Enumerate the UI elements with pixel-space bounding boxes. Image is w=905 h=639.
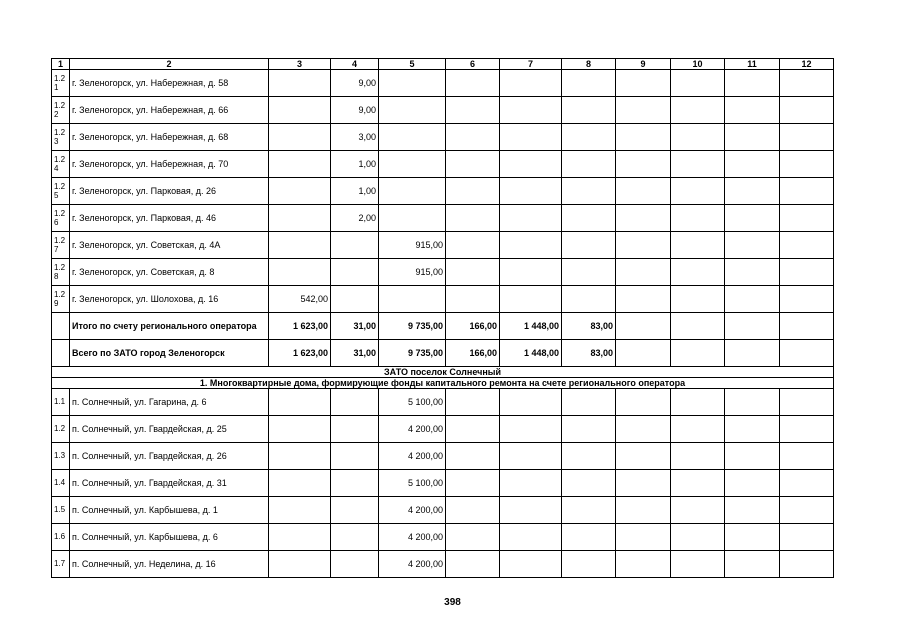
row-number: 1.26	[52, 205, 70, 232]
empty-cell	[671, 389, 725, 416]
value-cell	[446, 497, 500, 524]
table-row	[52, 259, 834, 286]
address-cell: п. Солнечный, ул. Гвардейская, д. 26	[70, 443, 269, 470]
empty-cell	[616, 470, 671, 497]
header-cell: 6	[446, 59, 500, 70]
empty-cell	[671, 313, 725, 340]
row-number: 1.3	[52, 443, 70, 470]
empty-cell	[616, 416, 671, 443]
row-number: 1.21	[52, 70, 70, 97]
value-cell	[269, 259, 331, 286]
total-value: 1 623,00	[269, 340, 331, 367]
empty-cell	[780, 524, 834, 551]
header-cell: 9	[616, 59, 671, 70]
value-cell: 4 200,00	[379, 443, 446, 470]
empty-cell	[780, 205, 834, 232]
table-row	[52, 443, 834, 470]
empty-cell	[780, 178, 834, 205]
value-cell	[446, 470, 500, 497]
value-cell	[562, 551, 616, 578]
value-cell	[500, 70, 562, 97]
value-cell	[562, 286, 616, 313]
table-row	[52, 124, 834, 151]
value-cell: 4 200,00	[379, 416, 446, 443]
empty-cell	[616, 551, 671, 578]
empty-cell	[616, 524, 671, 551]
address-cell: г. Зеленогорск, ул. Набережная, д. 68	[70, 124, 269, 151]
grand-total-row	[52, 340, 834, 367]
value-cell	[269, 443, 331, 470]
table-row	[52, 178, 834, 205]
value-cell	[500, 178, 562, 205]
value-cell	[446, 551, 500, 578]
table-row	[52, 470, 834, 497]
value-cell: 4 200,00	[379, 497, 446, 524]
value-cell	[446, 259, 500, 286]
value-cell	[446, 232, 500, 259]
value-cell	[562, 124, 616, 151]
value-cell	[562, 259, 616, 286]
value-cell: 2,00	[331, 205, 379, 232]
value-cell	[500, 97, 562, 124]
value-cell: 5 100,00	[379, 470, 446, 497]
empty-cell	[725, 70, 780, 97]
value-cell	[331, 470, 379, 497]
empty-cell	[671, 340, 725, 367]
value-cell	[446, 124, 500, 151]
empty-cell	[671, 286, 725, 313]
value-cell	[331, 524, 379, 551]
row-number: 1.25	[52, 178, 70, 205]
row-number: 1.7	[52, 551, 70, 578]
value-cell	[269, 551, 331, 578]
empty-cell	[671, 497, 725, 524]
address-cell: п. Солнечный, ул. Гагарина, д. 6	[70, 389, 269, 416]
value-cell	[500, 205, 562, 232]
value-cell	[446, 286, 500, 313]
value-cell	[269, 389, 331, 416]
value-cell	[446, 70, 500, 97]
empty-cell	[671, 470, 725, 497]
value-cell: 3,00	[331, 124, 379, 151]
header-cell: 3	[269, 59, 331, 70]
header-cell: 10	[671, 59, 725, 70]
value-cell	[562, 524, 616, 551]
value-cell	[331, 551, 379, 578]
value-cell: 915,00	[379, 259, 446, 286]
address-cell: г. Зеленогорск, ул. Набережная, д. 70	[70, 151, 269, 178]
header-cell: 4	[331, 59, 379, 70]
value-cell	[500, 124, 562, 151]
value-cell	[446, 178, 500, 205]
empty-cell	[616, 70, 671, 97]
empty-cell	[780, 151, 834, 178]
value-cell	[269, 524, 331, 551]
value-cell	[269, 178, 331, 205]
row-number: 1.6	[52, 524, 70, 551]
table-row	[52, 205, 834, 232]
value-cell	[562, 416, 616, 443]
value-cell	[500, 259, 562, 286]
empty-cell	[52, 313, 70, 340]
value-cell	[562, 97, 616, 124]
value-cell	[446, 416, 500, 443]
address-cell: г. Зеленогорск, ул. Шолохова, д. 16	[70, 286, 269, 313]
value-cell: 1,00	[331, 151, 379, 178]
address-cell: г. Зеленогорск, ул. Набережная, д. 66	[70, 97, 269, 124]
value-cell	[379, 178, 446, 205]
total-value: 1 448,00	[500, 340, 562, 367]
address-cell: г. Зеленогорск, ул. Советская, д. 8	[70, 259, 269, 286]
address-cell: г. Зеленогорск, ул. Советская, д. 4А	[70, 232, 269, 259]
value-cell	[331, 259, 379, 286]
row-number: 1.24	[52, 151, 70, 178]
value-cell	[562, 151, 616, 178]
value-cell: 1,00	[331, 178, 379, 205]
value-cell	[269, 497, 331, 524]
empty-cell	[725, 151, 780, 178]
header-cell: 7	[500, 59, 562, 70]
empty-cell	[52, 340, 70, 367]
empty-cell	[671, 259, 725, 286]
row-number: 1.27	[52, 232, 70, 259]
value-cell	[446, 205, 500, 232]
empty-cell	[671, 416, 725, 443]
row-number: 1.28	[52, 259, 70, 286]
empty-cell	[725, 97, 780, 124]
address-cell: г. Зеленогорск, ул. Парковая, д. 26	[70, 178, 269, 205]
header-cell: 12	[780, 59, 834, 70]
empty-cell	[616, 340, 671, 367]
subsection-row	[52, 378, 834, 389]
table-row	[52, 416, 834, 443]
empty-cell	[780, 470, 834, 497]
value-cell	[500, 443, 562, 470]
value-cell	[269, 124, 331, 151]
empty-cell	[616, 313, 671, 340]
table-row	[52, 524, 834, 551]
empty-cell	[780, 70, 834, 97]
header-cell: 8	[562, 59, 616, 70]
value-cell: 9,00	[331, 70, 379, 97]
value-cell	[500, 389, 562, 416]
empty-cell	[725, 340, 780, 367]
total-value: 1 448,00	[500, 313, 562, 340]
value-cell: 542,00	[269, 286, 331, 313]
value-cell	[446, 389, 500, 416]
empty-cell	[616, 389, 671, 416]
total-value: 9 735,00	[379, 313, 446, 340]
empty-cell	[780, 124, 834, 151]
address-cell: п. Солнечный, ул. Неделина, д. 16	[70, 551, 269, 578]
empty-cell	[780, 97, 834, 124]
value-cell	[331, 443, 379, 470]
table-row	[52, 551, 834, 578]
value-cell	[269, 151, 331, 178]
empty-cell	[616, 286, 671, 313]
value-cell	[331, 286, 379, 313]
empty-cell	[780, 497, 834, 524]
capital-repair-table	[51, 58, 834, 578]
value-cell	[562, 470, 616, 497]
value-cell	[562, 497, 616, 524]
value-cell	[379, 205, 446, 232]
value-cell	[562, 205, 616, 232]
value-cell	[562, 389, 616, 416]
value-cell	[500, 524, 562, 551]
address-cell: п. Солнечный, ул. Гвардейская, д. 31	[70, 470, 269, 497]
empty-cell	[780, 313, 834, 340]
value-cell	[269, 205, 331, 232]
address-cell: п. Солнечный, ул. Карбышева, д. 1	[70, 497, 269, 524]
total-value: 1 623,00	[269, 313, 331, 340]
page-number: 398	[444, 597, 461, 608]
address-cell: г. Зеленогорск, ул. Парковая, д. 46	[70, 205, 269, 232]
empty-cell	[780, 259, 834, 286]
value-cell	[562, 232, 616, 259]
empty-cell	[671, 443, 725, 470]
value-cell	[331, 416, 379, 443]
empty-cell	[671, 524, 725, 551]
subsection-title: 1. Многоквартирные дома, формирующие фонды капитального ремонта на счете регионального оператора	[52, 378, 834, 389]
total-value: 9 735,00	[379, 340, 446, 367]
table-row	[52, 97, 834, 124]
column-number-header	[52, 59, 834, 70]
value-cell	[331, 232, 379, 259]
total-value: 31,00	[331, 340, 379, 367]
empty-cell	[725, 313, 780, 340]
table-row	[52, 151, 834, 178]
value-cell	[269, 470, 331, 497]
empty-cell	[725, 178, 780, 205]
value-cell: 4 200,00	[379, 551, 446, 578]
value-cell	[500, 151, 562, 178]
header-cell: 11	[725, 59, 780, 70]
value-cell	[446, 443, 500, 470]
value-cell	[562, 70, 616, 97]
empty-cell	[671, 97, 725, 124]
empty-cell	[725, 524, 780, 551]
value-cell: 915,00	[379, 232, 446, 259]
value-cell	[500, 470, 562, 497]
empty-cell	[725, 124, 780, 151]
empty-cell	[671, 151, 725, 178]
row-number: 1.22	[52, 97, 70, 124]
table-row	[52, 389, 834, 416]
section-row	[52, 367, 834, 378]
empty-cell	[616, 124, 671, 151]
empty-cell	[725, 497, 780, 524]
value-cell	[269, 232, 331, 259]
empty-cell	[616, 97, 671, 124]
empty-cell	[616, 178, 671, 205]
value-cell	[500, 497, 562, 524]
address-cell: п. Солнечный, ул. Гвардейская, д. 25	[70, 416, 269, 443]
value-cell: 4 200,00	[379, 524, 446, 551]
value-cell	[379, 70, 446, 97]
empty-cell	[616, 443, 671, 470]
empty-cell	[780, 389, 834, 416]
empty-cell	[725, 443, 780, 470]
empty-cell	[780, 416, 834, 443]
value-cell	[562, 443, 616, 470]
row-number: 1.1	[52, 389, 70, 416]
total-value: 83,00	[562, 313, 616, 340]
value-cell	[500, 551, 562, 578]
total-value: 83,00	[562, 340, 616, 367]
row-number: 1.5	[52, 497, 70, 524]
empty-cell	[671, 178, 725, 205]
row-number: 1.29	[52, 286, 70, 313]
value-cell	[269, 416, 331, 443]
section-title: ЗАТО поселок Солнечный	[52, 367, 834, 378]
total-value: 166,00	[446, 313, 500, 340]
value-cell	[500, 286, 562, 313]
empty-cell	[671, 551, 725, 578]
table-row	[52, 70, 834, 97]
row-number: 1.23	[52, 124, 70, 151]
empty-cell	[725, 205, 780, 232]
value-cell	[379, 124, 446, 151]
value-cell	[269, 97, 331, 124]
empty-cell	[725, 286, 780, 313]
table-row	[52, 286, 834, 313]
empty-cell	[616, 497, 671, 524]
value-cell	[500, 232, 562, 259]
empty-cell	[616, 151, 671, 178]
value-cell	[562, 178, 616, 205]
value-cell	[379, 286, 446, 313]
total-value: 166,00	[446, 340, 500, 367]
value-cell	[379, 151, 446, 178]
empty-cell	[725, 470, 780, 497]
value-cell	[446, 97, 500, 124]
empty-cell	[725, 416, 780, 443]
empty-cell	[671, 70, 725, 97]
value-cell: 5 100,00	[379, 389, 446, 416]
subtotal-row	[52, 313, 834, 340]
value-cell	[446, 524, 500, 551]
empty-cell	[725, 389, 780, 416]
empty-cell	[725, 551, 780, 578]
table-row	[52, 497, 834, 524]
header-cell: 2	[70, 59, 269, 70]
value-cell	[379, 97, 446, 124]
value-cell	[331, 389, 379, 416]
value-cell	[331, 497, 379, 524]
row-number: 1.2	[52, 416, 70, 443]
empty-cell	[725, 259, 780, 286]
empty-cell	[725, 232, 780, 259]
total-label: Всего по ЗАТО город Зеленогорск	[70, 340, 269, 367]
empty-cell	[780, 443, 834, 470]
empty-cell	[671, 205, 725, 232]
empty-cell	[671, 124, 725, 151]
empty-cell	[780, 551, 834, 578]
empty-cell	[780, 340, 834, 367]
empty-cell	[780, 232, 834, 259]
empty-cell	[616, 205, 671, 232]
empty-cell	[671, 232, 725, 259]
header-cell: 5	[379, 59, 446, 70]
row-number: 1.4	[52, 470, 70, 497]
empty-cell	[780, 286, 834, 313]
table-row	[52, 232, 834, 259]
header-cell: 1	[52, 59, 70, 70]
value-cell: 9,00	[331, 97, 379, 124]
empty-cell	[616, 259, 671, 286]
value-cell	[269, 70, 331, 97]
value-cell	[446, 151, 500, 178]
total-value: 31,00	[331, 313, 379, 340]
address-cell: п. Солнечный, ул. Карбышева, д. 6	[70, 524, 269, 551]
address-cell: г. Зеленогорск, ул. Набережная, д. 58	[70, 70, 269, 97]
value-cell	[500, 416, 562, 443]
total-label: Итого по счету регионального оператора	[70, 313, 269, 340]
empty-cell	[616, 232, 671, 259]
